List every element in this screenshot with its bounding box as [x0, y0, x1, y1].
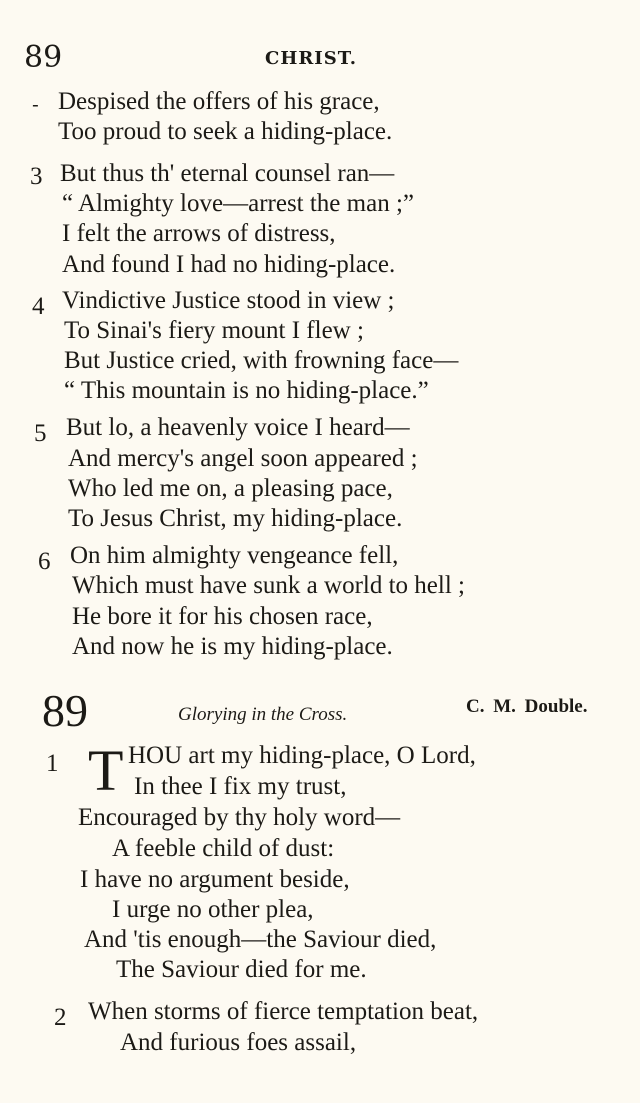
verse-line: And found I had no hiding-place.: [62, 251, 396, 278]
verse-line: To Sinai's fiery mount I flew ;: [64, 317, 364, 344]
verse-line: HOU art my hiding-place, O Lord,: [128, 742, 476, 769]
continuation-mark: -: [32, 92, 39, 116]
verse-line: And now he is my hiding-place.: [72, 633, 393, 660]
verse-line: Who led me on, a pleasing pace,: [68, 475, 393, 502]
verse-line: He bore it for his chosen race,: [72, 603, 373, 630]
hymn-meter: C. M. Double.: [466, 696, 588, 717]
verse-line: “ This mountain is no hiding-place.”: [64, 377, 429, 404]
verse-line: And mercy's angel soon appeared ;: [68, 445, 418, 472]
verse-line: A feeble child of dust:: [112, 835, 335, 862]
verse-line: But lo, a heavenly voice I heard—: [66, 414, 410, 441]
hymn-number: 89: [42, 685, 88, 736]
verse-line: When storms of fierce temptation beat,: [88, 998, 479, 1025]
verse-number: 1: [46, 750, 59, 777]
verse-line: Too proud to seek a hiding-place.: [58, 118, 393, 145]
verse-number: 4: [32, 293, 45, 320]
verse-line: To Jesus Christ, my hiding-place.: [68, 505, 403, 532]
verse-line: I urge no other plea,: [112, 896, 314, 923]
verse-line: I have no argument beside,: [80, 866, 350, 893]
verse-line: The Saviour died for me.: [116, 956, 367, 983]
verse-line: Despised the offers of his grace,: [58, 88, 380, 115]
hymn-title: Glorying in the Cross.: [178, 704, 348, 725]
verse-line: Which must have sunk a world to hell ;: [72, 572, 465, 599]
drop-cap: T: [88, 738, 124, 803]
verse-line: Encouraged by thy holy word—: [78, 804, 401, 831]
verse-line: And furious foes assail,: [120, 1029, 357, 1056]
verse-line: On him almighty vengeance fell,: [70, 542, 399, 569]
verse-number: 5: [34, 420, 47, 447]
verse-line: In thee I fix my trust,: [134, 773, 347, 800]
page-number: 89: [24, 40, 63, 75]
verse-line: “ Almighty love—arrest the man ;”: [62, 190, 414, 217]
verse-line: I felt the arrows of distress,: [62, 220, 336, 247]
verse-number: 6: [38, 548, 51, 575]
verse-line: But Justice cried, with frowning face—: [64, 347, 459, 374]
verse-number: 2: [54, 1004, 67, 1031]
running-title: CHRIST.: [265, 48, 358, 69]
verse-line: Vindictive Justice stood in view ;: [62, 287, 395, 314]
verse-line: And 'tis enough—the Saviour died,: [84, 926, 437, 953]
verse-line: But thus th' eternal counsel ran—: [60, 160, 395, 187]
verse-number: 3: [30, 163, 43, 190]
